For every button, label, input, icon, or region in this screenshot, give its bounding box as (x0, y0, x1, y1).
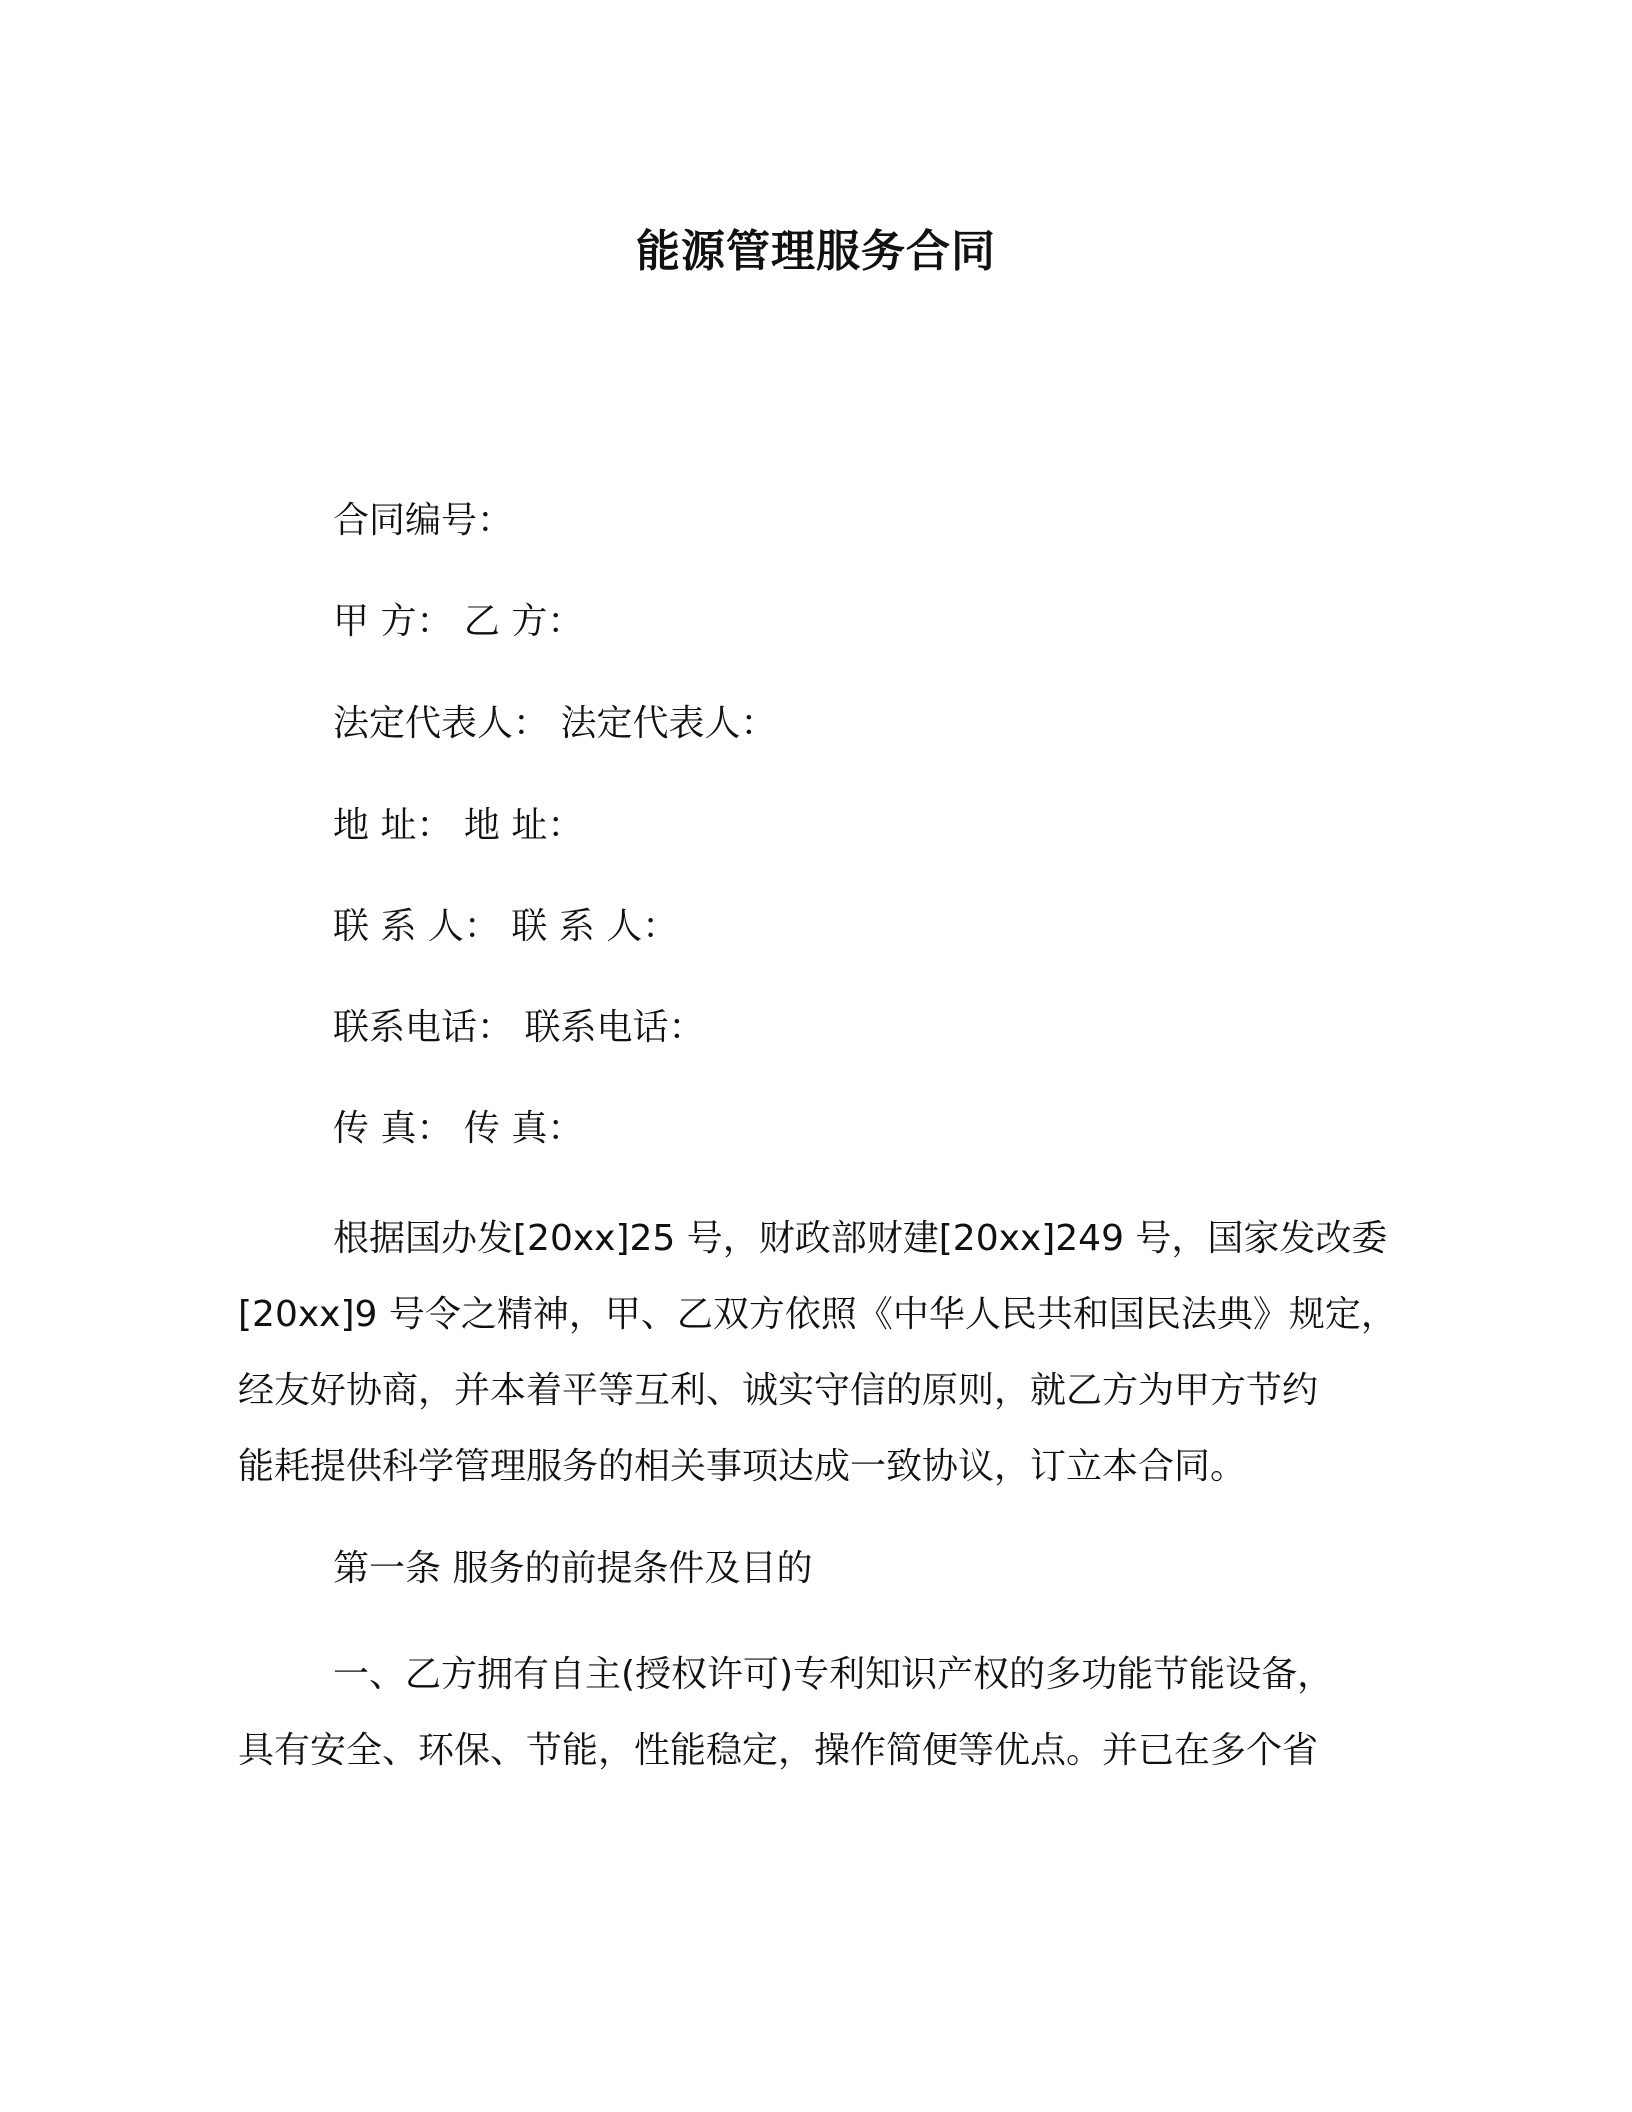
preamble-line: 根据国办发[20xx]25 号，财政部财建[20xx]249 号，国家发改委 (333, 1218, 1388, 1259)
contact-person-field: 联 系 人： 联 系 人： (333, 906, 679, 947)
fax-field: 传 真： 传 真： (333, 1108, 584, 1149)
address-field: 地 址： 地 址： (333, 805, 584, 846)
preamble-line: [20xx]9 号令之精神，甲、乙双方依照《中华人民共和国民法典》规定， (238, 1294, 1397, 1335)
contract-number-field: 合同编号： (333, 500, 514, 541)
document-title: 能源管理服务合同 (636, 226, 996, 277)
legal-representative-field: 法定代表人： 法定代表人： (333, 703, 777, 744)
article-1-heading: 第一条 服务的前提条件及目的 (333, 1548, 813, 1589)
parties-field: 甲 方： 乙 方： (333, 601, 584, 642)
phone-field: 联系电话： 联系电话： (333, 1007, 705, 1048)
article-1-item-1 (238, 1651, 1418, 1791)
article-line: 具有安全、环保、节能，性能稳定，操作简便等优点。并已在多个省 (238, 1730, 1319, 1771)
preamble-paragraph (238, 1215, 1418, 1515)
preamble-line: 能耗提供科学管理服务的相关事项达成一致协议，订立本合同。 (238, 1446, 1247, 1487)
article-line: 一、乙方拥有自主(授权许可)专利知识产权的多功能节能设备， (333, 1654, 1334, 1695)
preamble-line: 经友好协商，并本着平等互利、诚实守信的原则，就乙方为甲方节约 (238, 1370, 1319, 1411)
